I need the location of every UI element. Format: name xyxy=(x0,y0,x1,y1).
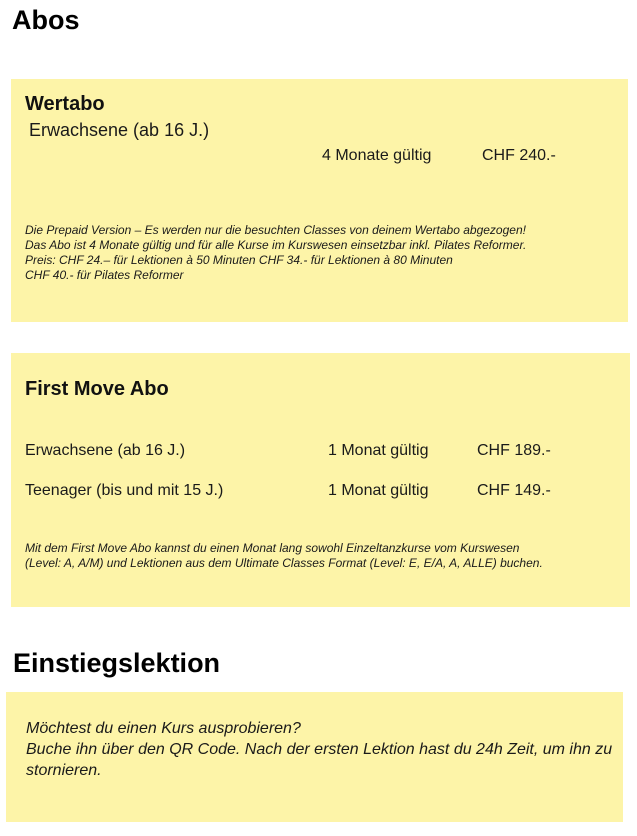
einstieg-text xyxy=(26,718,616,781)
first-move-card xyxy=(11,353,630,607)
wertabo-price: CHF 240.- xyxy=(482,147,556,164)
first-move-row-1-price: CHF 189.- xyxy=(477,442,551,459)
wertabo-description-line: Die Prepaid Version – Es werden nur die besuchten Classes von deinem Wertabo abgezogen! xyxy=(25,223,526,237)
einstieg-heading: Einstiegslektion xyxy=(13,648,221,678)
first-move-description xyxy=(25,541,543,571)
abos-heading: Abos xyxy=(12,5,80,35)
first-move-row-2-audience: Teenager (bis und mit 15 J.) xyxy=(25,482,224,499)
wertabo-title: Wertabo xyxy=(25,93,105,115)
first-move-row-1-duration: 1 Monat gültig xyxy=(328,442,429,459)
wertabo-description-line: Preis: CHF 24.– für Lektionen à 50 Minuten CHF 34.- für Lektionen à 80 Minuten xyxy=(25,253,453,267)
einstieg-card xyxy=(6,692,623,822)
first-move-description-line: (Level: A, A/M) und Lektionen aus dem Ultimate Classes Format (Level: E, E/A, A, ALLE) buchen. xyxy=(25,556,543,570)
wertabo-description-line: Das Abo ist 4 Monate gültig und für alle Kurse im Kurswesen einsetzbar inkl. Pilates Reformer. xyxy=(25,238,527,252)
wertabo-description xyxy=(25,223,526,283)
first-move-title: First Move Abo xyxy=(25,378,169,400)
wertabo-card xyxy=(11,79,628,322)
first-move-description-line: Mit dem First Move Abo kannst du einen Monat lang sowohl Einzeltanzkurse vom Kurswesen xyxy=(25,541,520,555)
wertabo-description-line: CHF 40.- für Pilates Reformer xyxy=(25,268,184,282)
wertabo-duration: 4 Monate gültig xyxy=(322,147,432,164)
einstieg-line: Buche ihn über den QR Code. Nach der ersten Lektion hast du 24h Zeit, um ihn zu stornieren. xyxy=(26,741,613,779)
einstieg-line: Möchtest du einen Kurs ausprobieren? xyxy=(26,720,301,737)
first-move-row-2-price: CHF 149.- xyxy=(477,482,551,499)
first-move-row-2-duration: 1 Monat gültig xyxy=(328,482,429,499)
first-move-row-1-audience: Erwachsene (ab 16 J.) xyxy=(25,442,186,459)
wertabo-audience: Erwachsene (ab 16 J.) xyxy=(29,120,210,140)
